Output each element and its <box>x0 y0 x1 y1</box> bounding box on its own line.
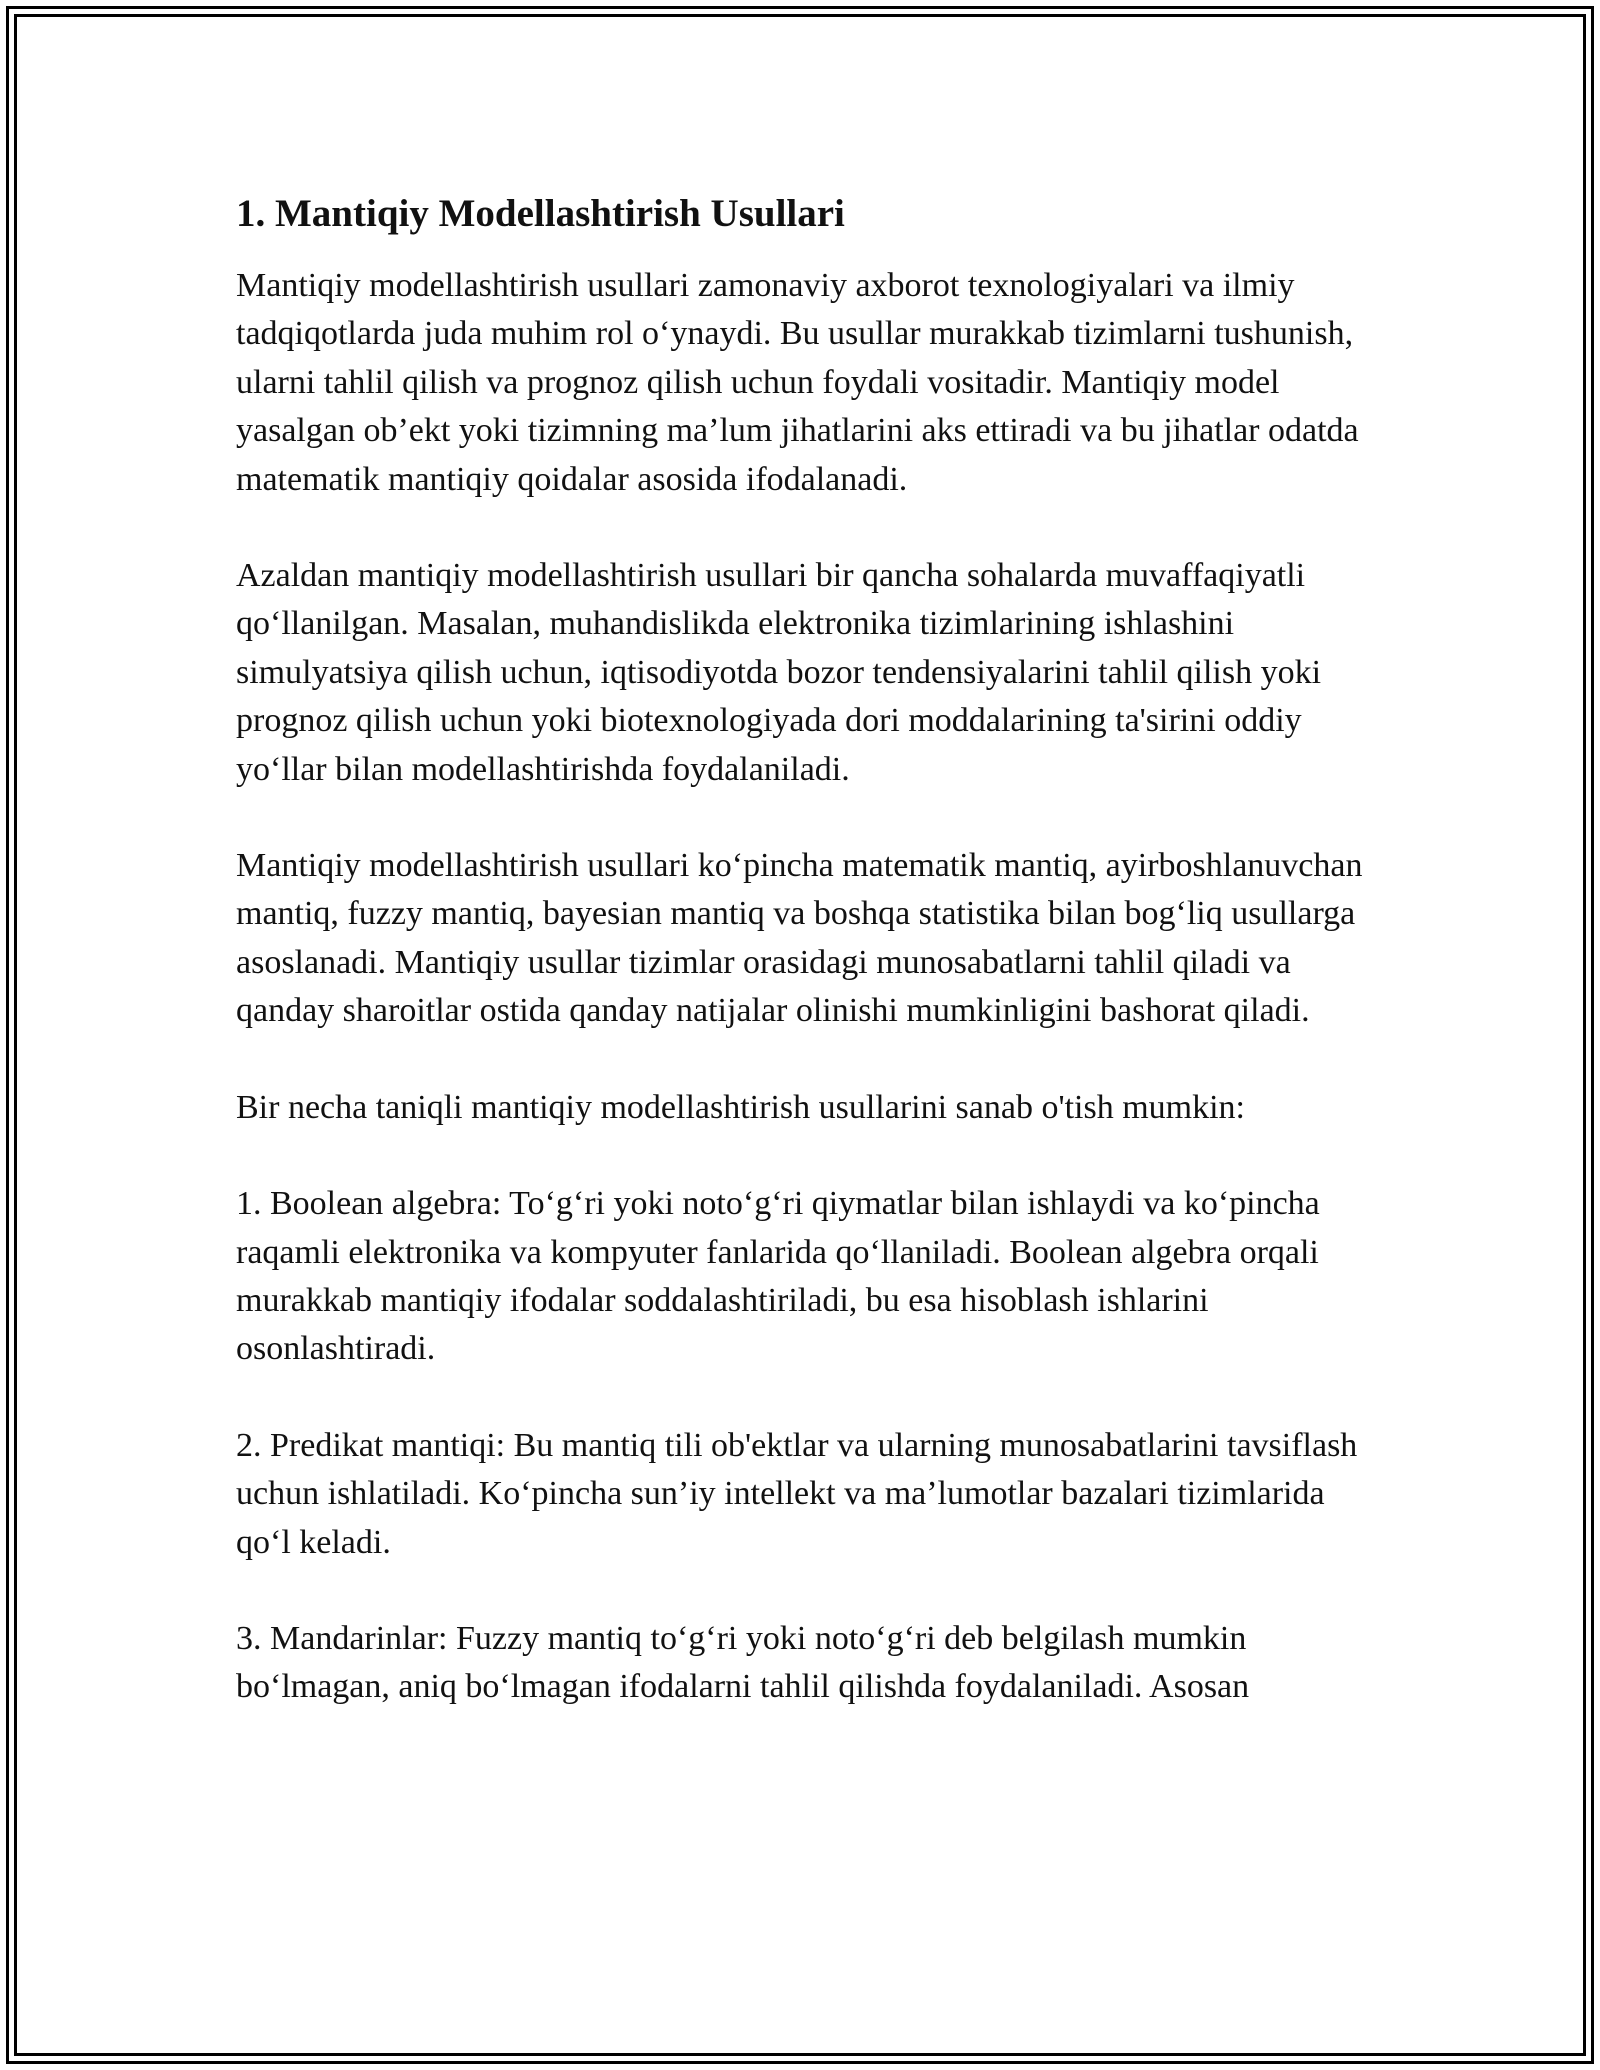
list-item-predicate-logic: 2. Predikat mantiqi: Bu mantiq tili ob'ektlar va ularning munosabatlarini tavsiflash uchun ishlatiladi. Ko‘pincha sun’iy intellekt va ma’lumotlar bazalari tizimlarida qo‘l keladi. <box>236 1426 1358 1561</box>
list-item-boolean-algebra: 1. Boolean algebra: To‘g‘ri yoki noto‘g‘ri qiymatlar bilan ishlaydi va ko‘pincha raqamli elektronika va kompyuter fanlarida qo‘llaniladi. Boolean algebra orqali murakkab mantiqiy ifodalar soddalashtiriladi, bu esa hisoblash ishlarini osonlashtiradi. <box>236 1185 1320 1368</box>
list-item-fuzzy-logic: 3. Mandarinlar: Fuzzy mantiq to‘g‘ri yoki noto‘g‘ri deb belgilash mumkin bo‘lmagan, aniq bo‘lmagan ifodalarni tahlil qilishda foydalaniladi. Asosan <box>236 1619 1250 1706</box>
section-title: 1. Mantiqiy Modellashtirish Usullari <box>236 192 845 235</box>
paragraph-list-intro: Bir necha taniqli mantiqiy modellashtirish usullarini sanab o'tish mumkin: <box>236 1088 1245 1126</box>
paragraph-applications: Azaldan mantiqiy modellashtirish usullari bir qancha sohalarda muvaffaqiyatli qo‘llanilgan. Masalan, muhandislikda elektronika tizimlarining ishlashini simulyatsiya qilish uchun, iqtisodiyotda bozor tendensiyalarini tahlil qilish yoki prognoz qilish uchun yoki biotexnologiyada dori moddalarining ta'sirini oddiy yo‘llar bilan modellashtirishda foydalaniladi. <box>236 557 1322 788</box>
paragraph-intro: Mantiqiy modellashtirish usullari zamonaviy axborot texnologiyalari va ilmiy tadqiqotlarda juda muhim rol o‘ynaydi. Bu usullar murakkab tizimlarni tushunish, ularni tahlil qilish va prognoz qilish uchun foydali vositadir. Mantiqiy model yasalgan ob’ekt yoki tizimning ma’lum jihatlarini aks ettiradi va bu jihatlar odatda matematik mantiqiy qoidalar asosida ifodalanadi. <box>236 267 1359 498</box>
paragraph-foundations: Mantiqiy modellashtirish usullari ko‘pincha matematik mantiq, ayirboshlanuvchan mantiq, fuzzy mantiq, bayesian mantiq va boshqa statistika bilan bog‘liq usullarga asoslanadi. Mantiqiy usullar tizimlar orasidagi munosabatlarni tahlil qiladi va qanday sharoitlar ostida qanday natijalar olinishi mumkinligini bashorat qiladi. <box>236 847 1363 1030</box>
document-body <box>236 188 1376 1712</box>
